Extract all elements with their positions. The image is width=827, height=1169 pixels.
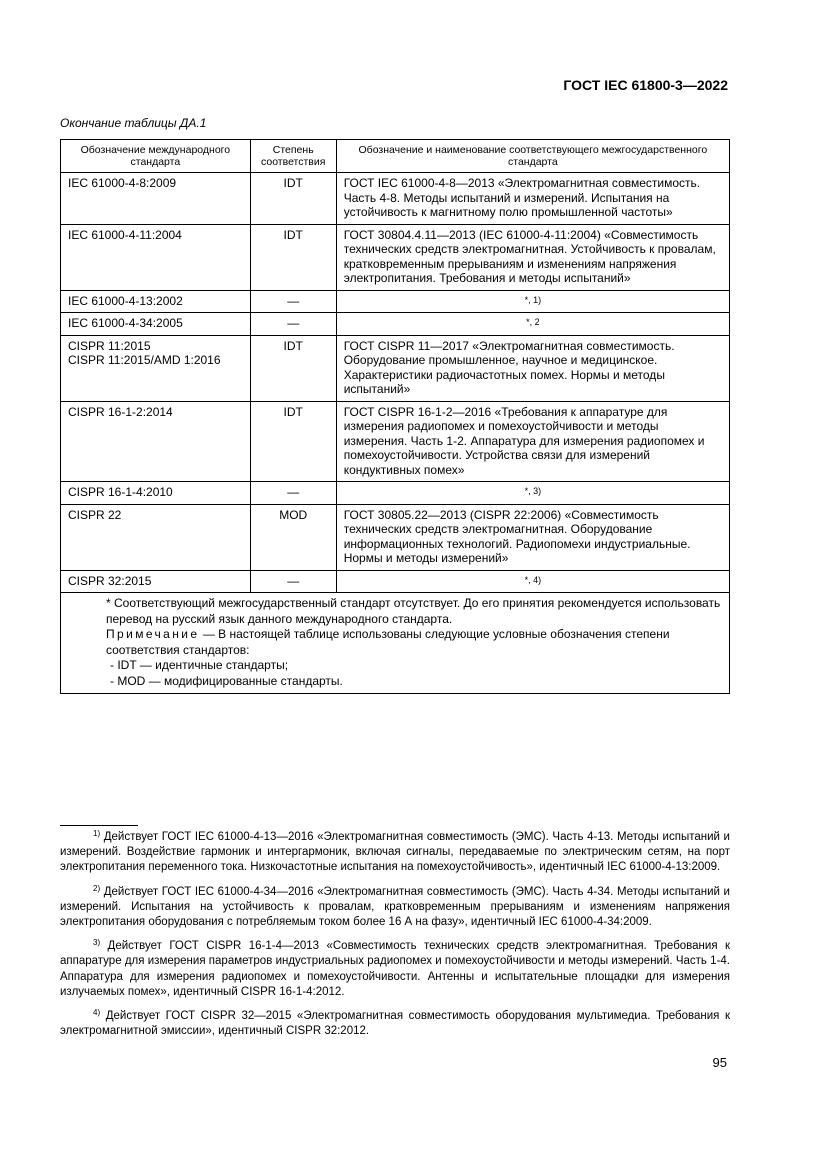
footnote-mark: 4) xyxy=(93,1008,101,1018)
footnote-mark: 3) xyxy=(93,938,101,948)
degree-cell: — xyxy=(250,313,336,336)
footnote xyxy=(60,826,730,876)
intl-standard-cell xyxy=(61,335,251,401)
intl-standard-cell: IEC 61000-4-8:2009 xyxy=(61,173,251,225)
table-row xyxy=(61,401,730,482)
table-row xyxy=(61,173,730,225)
footnote-mark: 1) xyxy=(93,829,101,838)
footnote-text: Действует ГОСТ CISPR 32—2015 «Электромагнитная совместимость оборудования мультимедиа. Требования к электромагнитной эмиссии», идентичный CISPR 32:2012. xyxy=(60,1010,730,1038)
footnote-ref-cell: *, 3) xyxy=(336,482,729,505)
footnote-text: Действует ГОСТ CISPR 16-1-4—2013 «Совместимость технических средств электромагнитная. Требования к аппаратуре для измерения параметров индустриальных радиопомех и помехоустойчивости и методы измерений. Часть 1-4. Аппаратура для измерения радиопомех и помехоустойчивости. Антенны и испытательные площадки для измерения излучаемых помех», идентичный CISPR 16-1-4:2012. xyxy=(60,940,730,998)
gost-standard-cell: ГОСТ 30804.4.11—2013 (IEC 61000-4-11:2004) «Совместимость технических средств электромагнитная. Устойчивость к провалам, кратковременным прерываниям и изменениям напряжения электропитания. Требования и методы испытаний» xyxy=(336,224,729,290)
degree-cell: — xyxy=(250,482,336,505)
table-caption: Окончание таблицы ДА.1 xyxy=(60,116,207,130)
intl-standard-line: CISPR 11:2015/AMD 1:2016 xyxy=(68,353,221,367)
intl-standard-cell: CISPR 16-1-2:2014 xyxy=(61,401,251,482)
table-row xyxy=(61,335,730,401)
footnote-mark: 2) xyxy=(93,883,101,893)
note-text: — В настоящей таблице использованы следующие условные обозначения степени соответствия стандартов: xyxy=(106,627,670,657)
gost-standard-cell: ГОСТ IEC 61000-4-8—2013 «Электромагнитная совместимость. Часть 4-8. Методы испытаний и измерений. Испытания на устойчивость к магнитному полю промышленной частоты» xyxy=(336,173,729,225)
intl-standard-cell: IEC 61000-4-34:2005 xyxy=(61,313,251,336)
asterisk-note: * Соответствующий межгосударственный стандарт отсутствует. До его принятия рекомендуется использовать перевод на русский язык данного международного стандарта. xyxy=(106,596,721,626)
intl-standard-line: CISPR 11:2015 xyxy=(68,338,151,353)
gost-standard-cell: ГОСТ 30805.22—2013 (CISPR 22:2006) «Совместимость технических средств электромагнитная. Оборудование информационных технологий. Радиопомехи индустриальные. Нормы и методы измерений» xyxy=(336,504,729,570)
footnotes xyxy=(60,826,730,1044)
table-row xyxy=(61,482,730,505)
document-code: ГОСТ IEC 61800-3—2022 xyxy=(563,77,728,93)
degree-cell: IDT xyxy=(250,224,336,290)
footnote xyxy=(60,1005,730,1039)
intl-standard-cell: CISPR 16-1-4:2010 xyxy=(61,482,251,505)
table-notes-row xyxy=(61,593,730,694)
footnote xyxy=(60,935,730,1000)
intl-standard-cell: CISPR 22 xyxy=(61,504,251,570)
note-label: Примечание xyxy=(106,627,200,641)
degree-cell: IDT xyxy=(250,401,336,482)
table-header-row xyxy=(61,140,730,173)
table-row xyxy=(61,224,730,290)
degree-cell: — xyxy=(250,570,336,593)
intl-standard-cell: IEC 61000-4-11:2004 xyxy=(61,224,251,290)
footnote-text: Действует ГОСТ IEC 61000-4-34—2016 «Электромагнитная совместимость (ЭМС). Часть 4-34. Методы испытаний и измерений. Испытания на устойчивость к провалам, кратковременным прерываниям и изменениям напряжения электропитания оборудования с потребляемым током более 16 А на фазу», идентичный IEC 61000-4-34:2009. xyxy=(60,885,730,929)
note-list-item: - IDT — идентичные стандарты; xyxy=(110,658,289,672)
footnote-ref-cell: *, 2 xyxy=(336,313,729,336)
footnote-ref-cell: *, 1) xyxy=(336,290,729,313)
degree-cell: MOD xyxy=(250,504,336,570)
degree-cell: — xyxy=(250,290,336,313)
degree-cell: IDT xyxy=(250,173,336,225)
column-header-gost: Обозначение и наименование соответствующего межгосударственного стандарта xyxy=(336,140,729,173)
note-list-item: - MOD — модифицированные стандарты. xyxy=(110,673,343,688)
footnote xyxy=(60,881,730,931)
standards-table xyxy=(60,139,730,694)
footnote-text: Действует ГОСТ IEC 61000-4-13—2016 «Электромагнитная совместимость (ЭМС). Часть 4-13. Методы испытаний и измерений. Воздействие гармоник и интергармоник, включая сигналы, передаваемые по электрическим сетям, на порт электропитания переменного тока. Низкочастотные испытания на помехоустойчивость», идентичный IEC 61000-4-13:2009. xyxy=(60,831,730,874)
intl-standard-cell: CISPR 32:2015 xyxy=(61,570,251,593)
page-number: 95 xyxy=(712,1055,727,1070)
table-row xyxy=(61,290,730,313)
column-header-degree: Степень соответствия xyxy=(250,140,336,173)
table-row xyxy=(61,570,730,593)
table-row xyxy=(61,313,730,336)
footnote-ref-cell: *, 4) xyxy=(336,570,729,593)
intl-standard-cell: IEC 61000-4-13:2002 xyxy=(61,290,251,313)
degree-cell: IDT xyxy=(250,335,336,401)
table-notes xyxy=(61,593,730,694)
note-paragraph xyxy=(68,627,722,658)
gost-standard-cell: ГОСТ CISPR 11—2017 «Электромагнитная совместимость. Оборудование промышленное, научное и медицинское. Характеристики радиочастотных помех. Нормы и методы испытаний» xyxy=(336,335,729,401)
column-header-intl: Обозначение международного стандарта xyxy=(61,140,251,173)
table-row xyxy=(61,504,730,570)
gost-standard-cell: ГОСТ CISPR 16-1-2—2016 «Требования к аппаратуре для измерения радиопомех и помехоустойчивости и методы измерения. Часть 1-2. Аппаратура для измерения радиопомех и помехоустойчивости. Устройства связи для измерений кондуктивных помех» xyxy=(336,401,729,482)
